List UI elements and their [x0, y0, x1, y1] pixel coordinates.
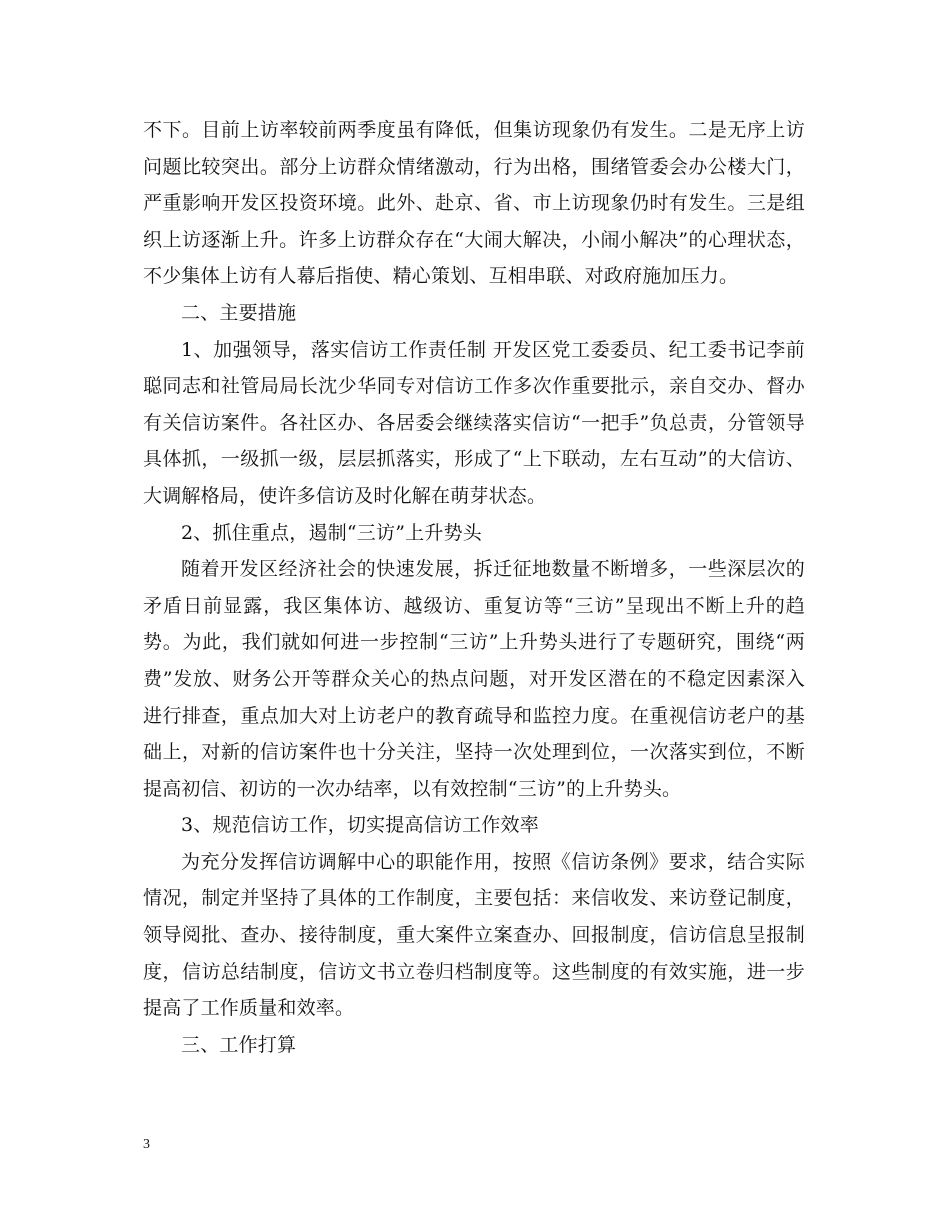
paragraph-work-system: 为充分发挥信访调解中心的职能作用，按照《信访条例》要求，结合实际情况，制定并坚持了具体的工作制度，主要包括：来信收发、来访登记制度，领导阅批、查办、接待制度，重大案件立案查办、回报制度，信访信息呈报制度，信访总结制度，信访文书立卷归档制度等。这些制度的有效实施，进一步提高了工作质量和效率。 [143, 850, 805, 1020]
paragraph-three-visits-trend: 随着开发区经济社会的快速发展，拆迁征地数量不断增多，一些深层次的矛盾日前显露，我区集体访、越级访、重复访等“三访”呈现出不断上升的趋势。为此，我们就如何进一步控制“三访”上升势头进行了专题研究，围绕“两费”发放、财务公开等群众关心的热点问题，对开发区潜在的不稳定因素深入进行排查，重点加大对上访老户的教育疏导和监控力度。在重视信访老户的基础上，对新的信访案件也十分关注，坚持一次处理到位，一次落实到位，不断提高初信、初访的一次办结率，以有效控制“三访”的上升势头。 [143, 558, 805, 800]
paragraph-leadership-responsibility: 1、加强领导，落实信访工作责任制 开发区党工委委员、纪工委书记李前聪同志和社管局局长沈少华同专对信访工作多次作重要批示，亲自交办、督办有关信访案件。各社区办、各居委会继续落实信访“一把手”负总责，分管领导具体抓，一级抓一级，层层抓落实，形成了“上下联动，左右互动”的大信访、大调解格局，使许多信访及时化解在萌芽状态。 [143, 338, 805, 507]
section-heading-main-measures: 二、主要措施 [181, 301, 297, 324]
subheading-standardize-work: 3、规范信访工作，切实提高信访工作效率 [181, 814, 539, 837]
document-body [143, 112, 805, 1063]
paragraph-continuation: 不下。目前上访率较前两季度虽有降低，但集访现象仍有发生。二是无序上访问题比较突出。部分上访群众情绪激动，行为出格，围绪管委会办公楼大门，严重影响开发区投资环境。此外、赴京、省、市上访现象仍时有发生。三是组织上访逐渐上升。许多上访群众存在“大闹大解决，小闹小解决”的心理状态，不少集体上访有人幕后指使、精心策划、互相串联、对政府施加压力。 [143, 119, 805, 288]
page-number: 3 [143, 1137, 150, 1152]
section-heading-work-plan: 三、工作打算 [181, 1033, 297, 1056]
subheading-focus-three-visits: 2、抓住重点，遏制“三访”上升势头 [181, 521, 482, 544]
